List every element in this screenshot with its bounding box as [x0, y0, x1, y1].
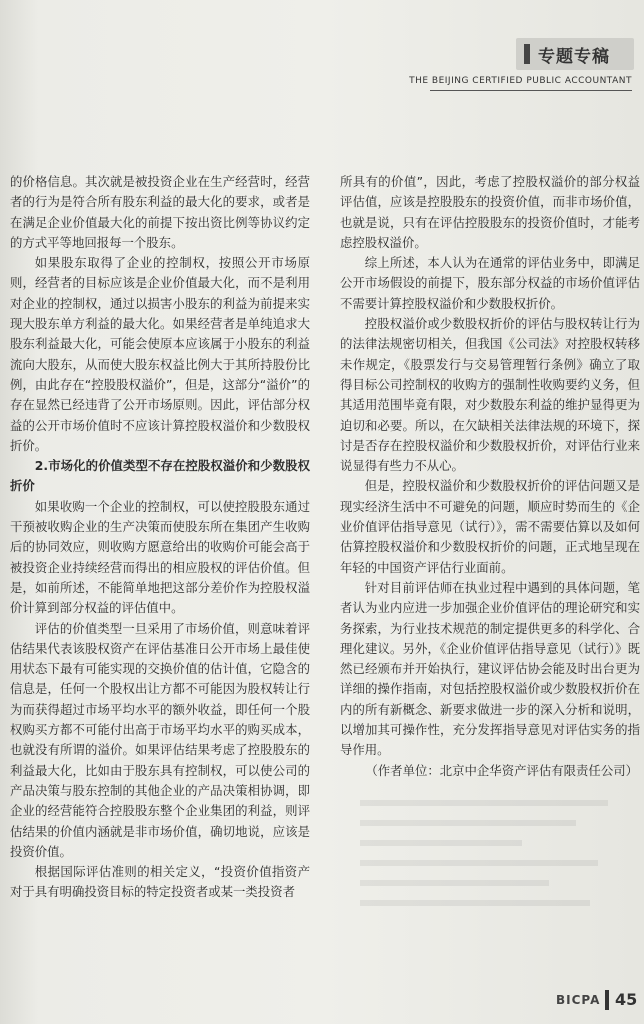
- section-title: 专题专稿: [538, 47, 610, 67]
- header-divider: [430, 90, 632, 91]
- section-header: [516, 38, 634, 70]
- paragraph: 根据国际评估准则的相关定义，“投资价值指资产对于具有明确投资目标的特定投资者或某一类投资者: [10, 864, 310, 900]
- paragraph: 综上所述，本人认为在通常的评估业务中，即满足公开市场假设的前提下，股东部分权益的市场价值评估不需要计算控股权溢价和少数股权折价。: [340, 255, 640, 311]
- paragraph: 如果股东取得了企业的控制权，按照公开市场原则，经营者的目标应该是企业价值最大化，而不是利用对企业的控制权，通过以损害小股东的利益为前提来实现大股东单方利益的最大化。如果经营者是单纯追求大股东利益最大化，可能会使原本应该属于小股东的利益流向大股东，从而使大股东权益比例大于其所持股份比例，由此存在“控股股权溢价”，但是，这部分“溢价”的存在显然已经违背了公开市场原则。因此，评估部分权益的公开市场价值时不应该计算控股权溢价和少数股权折价。: [10, 255, 310, 453]
- paragraph: 针对目前评估师在执业过程中遇到的具体问题，笔者认为业内应进一步加强企业价值评估的理论研究和实务探索，为行业技术规范的制定提供更多的科学化、合理化建议。另外，《企业价值评估指导意见（试行）》既然已经颁布并开始执行，建议评估协会能及时出台更为详细的操作指南，对包括控股权溢价或少数股权折价在内的所有新概念、新要求做进一步的深入分析和说明，以增加其可操作性，充分发挥指导意见对评估实务的指导作用。: [340, 579, 640, 758]
- paragraph: 但是，控股权溢价和少数股权折价的评估问题又是现实经济生活中不可避免的问题，顺应时势而生的《企业价值评估指导意见（试行）》，需不需要估算以及如何估算控股权溢价和少数股权折价的问题，正式地呈现在年轻的中国资产评估行业面前。: [340, 478, 640, 575]
- footer-divider: [605, 990, 609, 1010]
- right-column: [340, 172, 640, 781]
- paragraph: 评估的价值类型一旦采用了市场价值，则意味着评估结果代表该股权资产在评估基准日公开市场上最佳使用状态下最有可能实现的交换价值的估计值，它隐含的信息是，任何一个股权出让方都不可能因为股权转让行为而获得超过市场平均水平的额外收益，即任何一个股权购买方都不可能付出高于市场平均水平的购买成本，也就没有所谓的溢价。如果评估结果考虑了控股股东的利益最大化，比如由于股东具有控制权，可以使公司的产品决策与股东控制的其他企业的产品决策相协调，即企业的经营能符合控股股东整个企业集团的利益，则评估结果的价值内涵就是非市场价值，确切地说，应该是投资价值。: [10, 620, 310, 859]
- page-number: 45: [615, 990, 638, 1009]
- left-column: [10, 172, 310, 903]
- paragraph: 控股权溢价或少数股权折价的评估与股权转让行为的法律法规密切相关，但我国《公司法》对控股权转移未作规定，《股票发行与交易管理暂行条例》确立了取得目标公司控制权的收购方的强制性收购要约义务，但其适用范围毕竟有限，对少数股东利益的维护显得更为迫切和必要。所以，在欠缺相关法律法规的环境下，探讨是否存在控股权溢价和少数股权折价，对评估行业来说显得有些力不从心。: [340, 316, 640, 474]
- show-through-text: [360, 800, 630, 950]
- subheading: 2.市场化的价值类型不存在控股权溢价和少数股权折价: [10, 458, 310, 494]
- footer-logo: BICPA: [556, 993, 601, 1007]
- author-affiliation: （作者单位：北京中企华资产评估有限责任公司）: [365, 762, 638, 778]
- paragraph: 的价格信息。其次就是被投资企业在生产经营时，经营者的行为是符合所有股东利益的最大化的要求，或者是在满足企业价值最大化的前提下按出资比例等协议约定的方式平等地回报每一个股东。: [10, 174, 310, 250]
- journal-name: THE BEIJING CERTIFIED PUBLIC ACCOUNTANT: [409, 76, 632, 86]
- paragraph: 所具有的价值”，因此，考虑了控股权溢价的部分权益评估值，应该是控股股东的投资价值，而非市场价值，也就是说，只有在评估控股股东的投资价值时，才能考虑控股权溢价。: [340, 174, 640, 250]
- section-marker: [524, 44, 530, 64]
- paragraph: 如果收购一个企业的控制权，可以使控股股东通过干预被收购企业的生产决策而使股东所在集团产生收购后的协同效应，则收购方愿意给出的收购价可能会高于被投资企业持续经营而得出的相应股权的评估价值。但是，如前所述，不能简单地把这部分差价作为控股权溢价计算到部分权益的评估值中。: [10, 498, 310, 616]
